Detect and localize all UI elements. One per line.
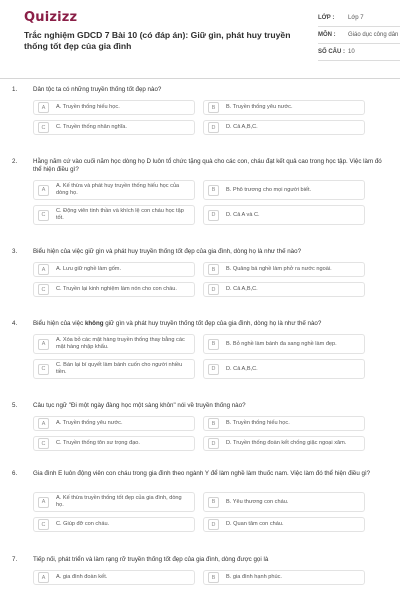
question-text: Gia đình E luôn động viên con cháu trong gia đình theo ngành Y để làm nghề làm thuốc nam. Việc làm đó thể hiện điều gì? — [33, 470, 371, 477]
question-text-end: giữ gìn và phát huy truyền thống tốt đẹp của gia đình, dòng họ là như thế nào? — [103, 320, 322, 327]
option-text: B. Yêu thương con cháu. — [226, 498, 289, 505]
question-2 — [12, 158, 388, 221]
option-b[interactable] — [203, 416, 365, 431]
option-d[interactable] — [203, 282, 365, 297]
header-divider — [0, 78, 400, 79]
option-text: A. Truyền thống yêu nước. — [56, 420, 123, 426]
question-5 — [12, 402, 388, 447]
question-header — [12, 86, 388, 94]
option-letter-box: B — [208, 339, 219, 350]
meta-value: Lớp 7 — [348, 15, 364, 21]
option-letter-box: D — [208, 284, 219, 295]
option-letter-box: B — [208, 572, 219, 583]
option-text: A. Xóa bỏ các mặt hàng truyền thống thay bằng các mặt hàng nhập khẩu. — [56, 337, 185, 350]
question-text: Dân tộc ta có những truyền thống tốt đẹp nào? — [33, 86, 162, 93]
question-number: 5. — [12, 402, 18, 409]
question-number: 1. — [12, 86, 18, 93]
option-text: B. Truyền thống hiếu học. — [226, 420, 290, 426]
option-letter-box: D — [208, 210, 219, 221]
question-header — [12, 248, 388, 256]
question-number: 7. — [12, 556, 18, 563]
meta-row-count — [318, 44, 400, 61]
option-text: B. Truyền thống yêu nước. — [226, 104, 293, 110]
option-text: B. Phô trương cho mọi người biết. — [226, 186, 312, 193]
option-text: D. Cả A,B,C. — [226, 286, 258, 292]
option-letter-box: D — [208, 122, 219, 133]
option-text: D. Cả A,B,C. — [226, 124, 258, 130]
option-text: A. Kế thừa truyền thống tốt đẹp của gia đình, dòng họ. — [56, 495, 182, 508]
option-d[interactable] — [203, 517, 365, 532]
question-text-start: Biểu hiện của việc — [33, 320, 85, 327]
option-letter-box: A — [38, 418, 49, 429]
option-text: D. Cả A và C. — [226, 211, 260, 218]
option-letter-box: C — [38, 284, 49, 295]
question-header — [12, 402, 388, 410]
option-d[interactable] — [203, 120, 365, 135]
option-letter-box: D — [208, 364, 219, 375]
meta-value: 10 — [348, 49, 355, 55]
quizizz-logo[interactable]: Quizizz — [24, 10, 78, 25]
option-b[interactable] — [203, 262, 365, 277]
option-c[interactable] — [33, 517, 195, 532]
question-number: 6. — [12, 470, 18, 477]
option-a[interactable] — [33, 570, 195, 585]
option-c[interactable] — [33, 282, 195, 297]
question-header — [12, 470, 388, 478]
question-number: 3. — [12, 248, 18, 255]
option-text: A. Truyền thống hiếu học. — [56, 104, 120, 110]
option-text: C. Giúp đỡ con cháu. — [56, 521, 110, 527]
option-text: A. gia đình đoàn kết. — [56, 574, 108, 580]
option-text: C. Truyền thống nhân nghĩa. — [56, 124, 127, 130]
option-text: C. Bán lại bí quyết làm bánh cuốn cho người nhiều tiền. — [56, 362, 183, 375]
option-a[interactable] — [33, 262, 195, 277]
option-text: C. Động viên tinh thần và khích lệ con cháu học tập tốt. — [56, 208, 184, 221]
option-letter-box: B — [208, 418, 219, 429]
option-letter-box: C — [38, 364, 49, 375]
meta-row-subject — [318, 27, 400, 44]
option-a[interactable] — [33, 180, 195, 200]
meta-row-class — [318, 10, 400, 27]
option-text: C. Truyền thống tôn sư trọng đạo. — [56, 440, 140, 446]
question-text: Hằng năm cứ vào cuối năm học dòng họ D luôn tổ chức tặng quà cho các con, cháu đạt kết quả cao trong học tập. Việc làm đó thể hiện điều gì? — [33, 158, 382, 173]
worksheet-header — [12, 0, 399, 82]
option-d[interactable] — [203, 359, 365, 379]
question-6 — [12, 470, 388, 528]
question-4 — [12, 320, 388, 375]
question-header — [12, 556, 388, 564]
option-text: B. gia đình hạnh phúc. — [226, 574, 282, 580]
option-b[interactable] — [203, 180, 365, 200]
meta-label: MÔN : — [318, 32, 336, 38]
option-letter-box: A — [38, 572, 49, 583]
option-c[interactable] — [33, 436, 195, 451]
option-text: B. Quảng bá nghề làm phở ra nước ngoài. — [226, 266, 332, 272]
worksheet-meta — [318, 10, 400, 61]
option-a[interactable] — [33, 100, 195, 115]
option-letter-box: D — [208, 438, 219, 449]
option-a[interactable] — [33, 334, 195, 354]
option-d[interactable] — [203, 205, 365, 225]
option-letter-box: B — [208, 497, 219, 508]
option-d[interactable] — [203, 436, 365, 451]
option-letter-box: B — [208, 185, 219, 196]
question-text: Tiếp nối, phát triển và làm rạng rỡ truyền thống tốt đẹp của gia đình, dòng được gọi là — [33, 556, 269, 563]
option-letter-box: C — [38, 519, 49, 530]
option-letter-box: A — [38, 339, 49, 350]
option-letter-box: A — [38, 185, 49, 196]
option-letter-box: C — [38, 122, 49, 133]
option-letter-box: D — [208, 519, 219, 530]
question-1 — [12, 86, 388, 131]
question-3 — [12, 248, 388, 293]
option-text: C. Truyền lại kinh nghiệm làm nón cho con cháu. — [56, 286, 177, 292]
option-text: B. Bỏ nghề làm bánh đa sang nghề làm đẹp. — [226, 340, 337, 347]
option-letter-box: B — [208, 102, 219, 113]
option-a[interactable] — [33, 416, 195, 431]
question-number: 4. — [12, 320, 18, 327]
option-letter-box: C — [38, 210, 49, 221]
meta-label: SỐ CÂU : — [318, 49, 345, 55]
question-header — [12, 320, 388, 328]
option-text: D. Truyền thống đoàn kết chống giặc ngoại xâm. — [226, 440, 347, 446]
option-letter-box: C — [38, 438, 49, 449]
question-text: Câu tục ngữ "Đi một ngày đàng học một sàng khôn" nói về truyền thống nào? — [33, 402, 246, 409]
option-letter-box: A — [38, 264, 49, 275]
option-b[interactable] — [203, 100, 365, 115]
option-b[interactable] — [203, 334, 365, 354]
option-text: A. Lưu giữ nghề làm gốm. — [56, 266, 122, 272]
option-b[interactable] — [203, 570, 365, 585]
question-text: Biểu hiện của việc giữ gìn và phát huy truyền thống tốt đẹp của gia đình, dòng họ là như thế nào? — [33, 248, 302, 255]
option-letter-box: A — [38, 102, 49, 113]
meta-label: LỚP : — [318, 15, 335, 21]
question-text-emphasis: không — [84, 320, 104, 327]
option-text: D. Quan tâm con cháu. — [226, 521, 284, 527]
option-letter-box: B — [208, 264, 219, 275]
option-b[interactable] — [203, 492, 365, 512]
option-text: A. Kế thừa và phát huy truyền thống hiếu học của dòng họ. — [56, 183, 180, 196]
question-number: 2. — [12, 158, 18, 165]
meta-value: Giáo dục công dân — [348, 32, 399, 38]
option-a[interactable] — [33, 492, 195, 512]
option-c[interactable] — [33, 120, 195, 135]
option-c[interactable] — [33, 359, 195, 379]
question-header — [12, 158, 388, 174]
worksheet-title: Trắc nghiệm GDCD 7 Bài 10 (có đáp án): Giữ gìn, phát huy truyền thống tốt đẹp của gia đình — [24, 30, 291, 51]
option-letter-box: A — [38, 497, 49, 508]
option-text: D. Cả A,B,C. — [226, 365, 258, 372]
question-text — [33, 320, 388, 328]
option-c[interactable] — [33, 205, 195, 225]
question-7 — [12, 556, 388, 581]
